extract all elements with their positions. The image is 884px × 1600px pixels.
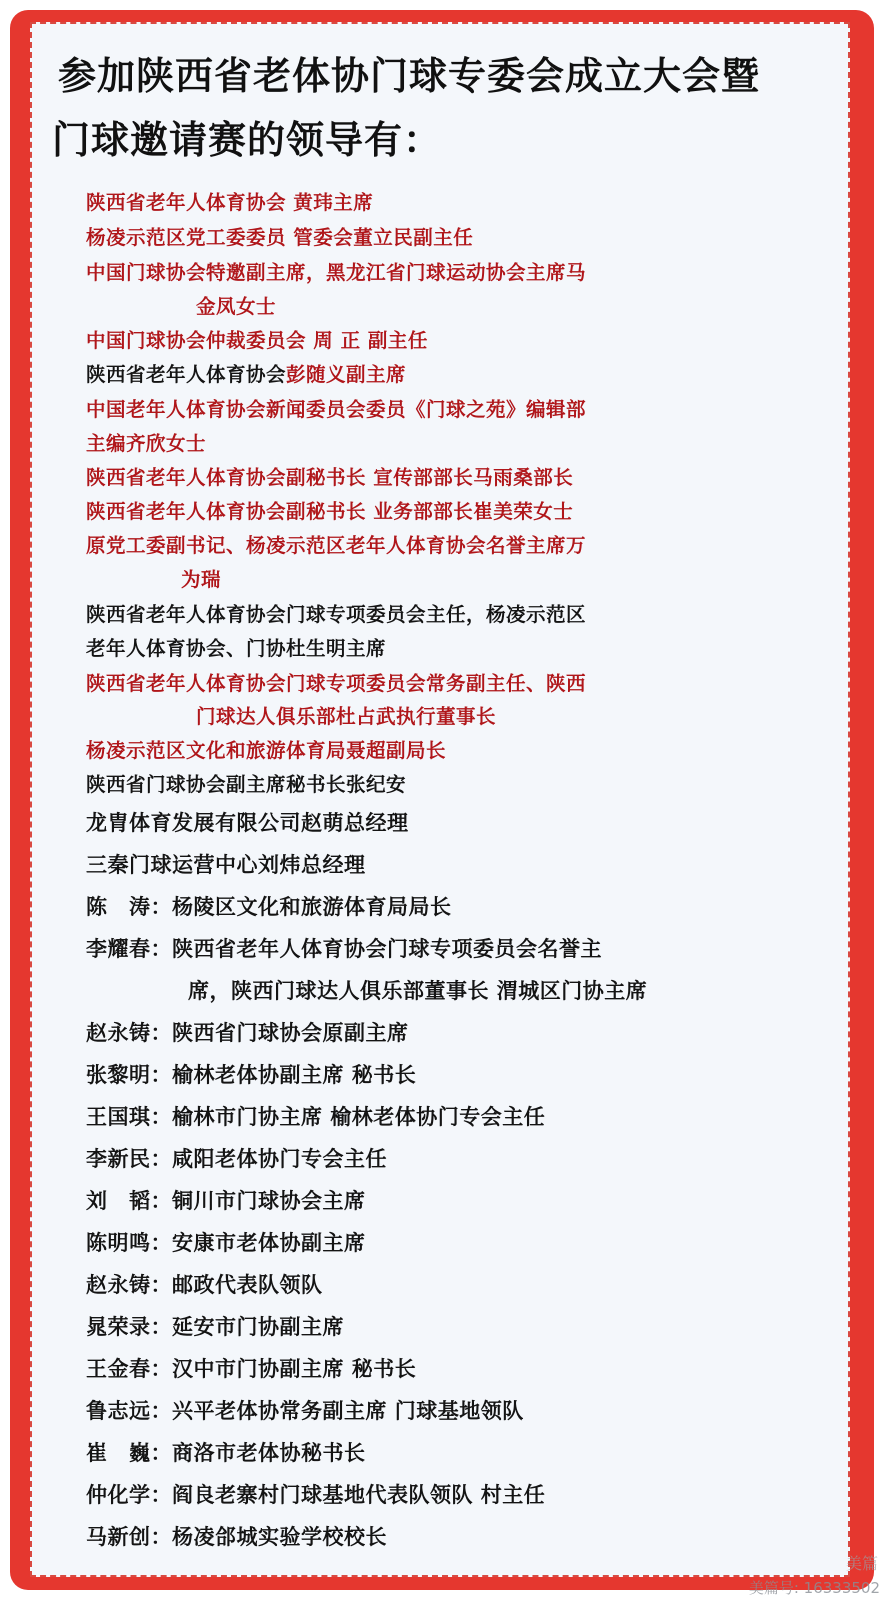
- leader-line: 杨凌示范区党工委委员 管委会董立民副主任: [86, 226, 474, 249]
- leader-line: 赵永铸：陕西省门球协会原副主席: [86, 1021, 409, 1045]
- leader-line: 中国门球协会仲裁委员会 周 正 副主任: [86, 329, 428, 352]
- leader-line: 刘 韬：铜川市门球协会主席: [86, 1189, 366, 1213]
- leader-name: 彭随义副主席: [286, 363, 407, 386]
- title-line-2: 门球邀请赛的领导有：: [52, 118, 443, 162]
- leader-line: 三秦门球运营中心刘炜总经理: [86, 853, 366, 877]
- leader-line: 席，陕西门球达人俱乐部董事长 渭城区门协主席: [188, 979, 648, 1003]
- watermark-brand: 美篇: [845, 1554, 878, 1573]
- page-title: [52, 44, 818, 172]
- title-line-1: 参加陕西省老体协门球专委会成立大会暨: [58, 54, 761, 98]
- leader-line: 主编齐欣女士: [86, 432, 207, 455]
- leader-line: [86, 358, 406, 392]
- leader-line: 陕西省门球协会副主席秘书长张纪安: [86, 773, 407, 796]
- leader-line: 中国门球协会特邀副主席，黑龙江省门球运动协会主席马: [86, 261, 587, 284]
- leader-line: 为瑞: [181, 568, 222, 591]
- leader-line: 杨凌示范区文化和旅游体育局聂超副局长: [86, 739, 447, 762]
- leader-line: 金凤女士: [196, 295, 277, 318]
- leader-line: 陕西省老年人体育协会门球专项委员会主任，杨凌示范区: [86, 603, 587, 626]
- leader-line: 李耀春：陕西省老年人体育协会门球专项委员会名誉主: [86, 937, 602, 961]
- leader-line: 仲化学：阎良老寨村门球基地代表队领队 村主任: [86, 1483, 546, 1507]
- leader-line: 陕西省老年人体育协会副秘书长 宣传部部长马雨桑部长: [86, 466, 574, 489]
- leader-line: 老年人体育协会、门协杜生明主席: [86, 637, 387, 660]
- leader-line: 陕西省老年人体育协会副秘书长 业务部部长崔美荣女士: [86, 500, 574, 523]
- leader-line: 陈 涛：杨陵区文化和旅游体育局局长: [86, 895, 452, 919]
- leader-line: 陕西省老年人体育协会门球专项委员会常务副主任、陕西: [86, 672, 587, 695]
- leader-line: 王金春：汉中市门协副主席 秘书长: [86, 1357, 417, 1381]
- leader-line: 中国老年人体育协会新闻委员会委员《门球之苑》编辑部: [86, 398, 587, 421]
- leader-line: 张黎明：榆林老体协副主席 秘书长: [86, 1063, 417, 1087]
- leader-line: 崔 巍：商洛市老体协秘书长: [86, 1441, 366, 1465]
- watermark-id: 美篇号: 16333502: [748, 1579, 880, 1597]
- leader-line: 门球达人俱乐部杜占武执行董事长: [196, 705, 497, 728]
- leader-org: 陕西省老年人体育协会: [86, 363, 287, 386]
- leader-line: 鲁志远：兴平老体协常务副主席 门球基地领队: [86, 1399, 524, 1423]
- leader-line: 原党工委副书记、杨凌示范区老年人体育协会名誉主席万: [86, 534, 587, 557]
- leader-line: 龙胄体育发展有限公司赵萌总经理: [86, 811, 409, 835]
- leader-line: 赵永铸：邮政代表队领队: [86, 1273, 323, 1297]
- leader-line: 李新民：咸阳老体协门专会主任: [86, 1147, 387, 1171]
- leader-line: 陕西省老年人体育协会 黄玮主席: [86, 191, 374, 214]
- leader-line: 陈明鸣：安康市老体协副主席: [86, 1231, 366, 1255]
- leader-line: 马新创：杨凌郃城实验学校校长: [86, 1525, 387, 1549]
- leader-line: 王国琪：榆林市门协主席 榆林老体协门专会主任: [86, 1105, 546, 1129]
- leader-line: 晁荣录：延安市门协副主席: [86, 1315, 344, 1339]
